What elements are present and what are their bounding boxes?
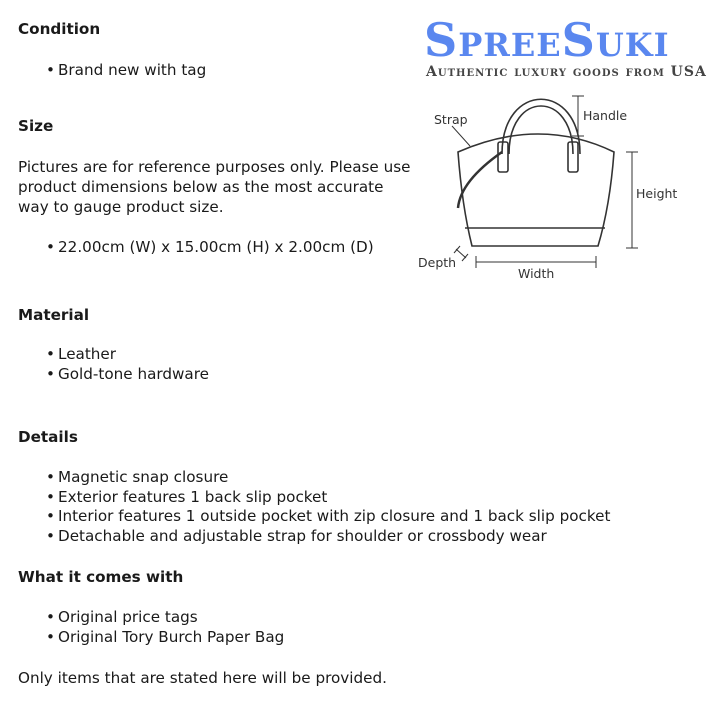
size-heading: Size bbox=[18, 117, 54, 135]
list-item: • Exterior features 1 back slip pocket bbox=[46, 488, 610, 508]
details-heading: Details bbox=[18, 428, 78, 446]
list-item: • Detachable and adjustable strap for shoulder or crossbody wear bbox=[46, 527, 610, 547]
size-note: Pictures are for reference purposes only. Please use product dimensions below as the most accurate way to gauge product size. bbox=[18, 158, 411, 216]
bag-strap-drawing bbox=[458, 152, 502, 208]
list-item: • 22.00cm (W) x 15.00cm (H) x 2.00cm (D) bbox=[46, 238, 374, 258]
condition-heading: Condition bbox=[18, 20, 101, 38]
footer-note: Only items that are stated here will be provided. bbox=[18, 669, 387, 687]
logo-wordmark: SpreeSuki bbox=[424, 13, 670, 67]
size-list bbox=[46, 238, 374, 258]
logo-tagline: Authentic luxury goods from USA bbox=[426, 64, 707, 80]
included-list bbox=[46, 608, 284, 647]
list-item: • Magnetic snap closure bbox=[46, 468, 610, 488]
included-heading: What it comes with bbox=[18, 568, 184, 586]
list-item: • Gold-tone hardware bbox=[46, 365, 209, 385]
bag-dimension-diagram bbox=[410, 86, 710, 286]
material-list bbox=[46, 345, 209, 384]
diagram-label-depth: Depth bbox=[418, 255, 457, 270]
bag-body-drawing bbox=[458, 134, 614, 246]
diagram-label-width: Width bbox=[518, 266, 555, 281]
list-item: • Leather bbox=[46, 345, 209, 365]
diagram-label-strap: Strap bbox=[434, 112, 468, 127]
condition-list bbox=[46, 61, 206, 81]
list-item: • Original Tory Burch Paper Bag bbox=[46, 628, 284, 648]
details-list bbox=[46, 468, 610, 547]
list-item: • Interior features 1 outside pocket with zip closure and 1 back slip pocket bbox=[46, 507, 610, 527]
list-item: • Brand new with tag bbox=[46, 61, 206, 81]
diagram-label-handle: Handle bbox=[583, 108, 628, 123]
material-heading: Material bbox=[18, 306, 90, 324]
list-item: • Original price tags bbox=[46, 608, 284, 628]
diagram-label-height: Height bbox=[636, 186, 678, 201]
